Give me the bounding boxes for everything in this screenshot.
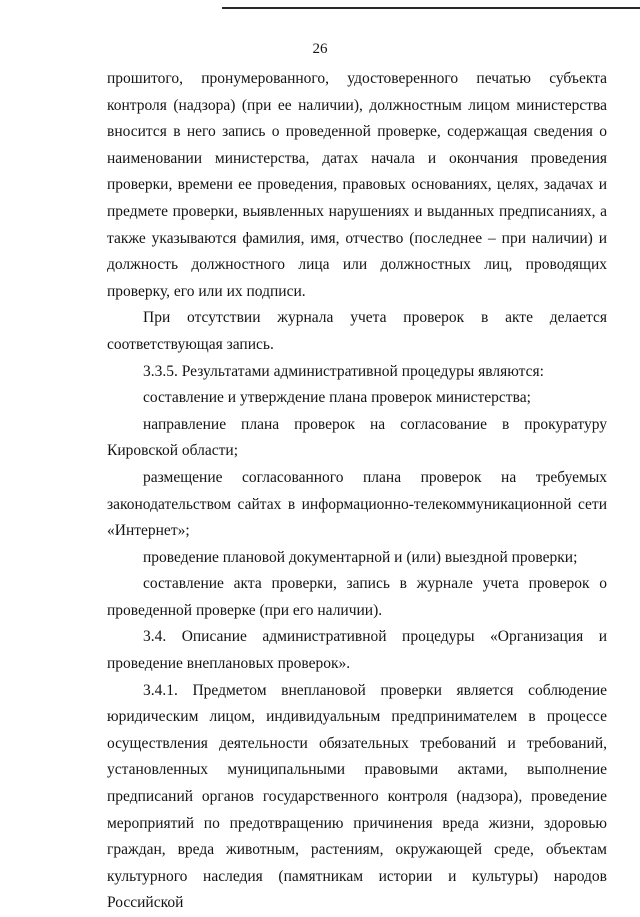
paragraph-3-4-1: 3.4.1. Предметом внеплановой проверки является соблюдение юридическим лицом, индивидуальным предпринимателем в процессе осуществления деятельности обязательных требований и требований, установленных муниципальными правовыми актами, выполнение предписаний органов государственного контроля (надзора), проведение мероприятий по предотвращению причинения вреда жизни, здоровью граждан, вреда животным, растениям, окружающей среде, объектам культурного наследия (памятникам истории и культуры) народов Российской	[107, 681, 607, 912]
page-number: 26	[312, 41, 328, 57]
paragraph-3-3-5-heading: 3.3.5. Результатами административной процедуры являются:	[143, 362, 544, 380]
list-item-internet-publication: размещение согласованного плана проверок на требуемых законодательством сайтах в информационно-телекоммуникационной сети «Интернет»;	[107, 468, 607, 540]
paragraph-journal-entry: прошитого, пронумерованного, удостоверенного печатью субъекта контроля (надзора) (при ее наличии), должностным лицом министерства вносится в него запись о проведенной проверке, содержащая сведения о наименовании министерства, датах начала и окончания проведения проверки, времени ее проведения, правовых основаниях, целях, задачах и предмете проверки, выявленных нарушениях и выданных предписаниях, а также указываются фамилия, имя, отчество (последнее – при наличии) и должность должностного лица или должностных лиц, проводящих проверку, его или их подписи.	[107, 70, 607, 300]
list-item-inspection-act: составление акта проверки, запись в журнале учета проверок о проведенной проверке (при его наличии).	[107, 575, 607, 619]
list-item-prosecutor-approval: направление плана проверок на согласование в прокуратуру Кировской области;	[107, 415, 607, 460]
section-3-4-heading: 3.4. Описание административной процедуры «Организация и проведение внеплановых проверок».	[107, 628, 607, 673]
document-body	[107, 66, 607, 917]
top-edge-rule	[222, 7, 640, 9]
list-item-plan-approval: составление и утверждение плана проверок министерства;	[143, 389, 531, 407]
list-item-inspection-conduct: проведение плановой документарной и (или) выездной проверки;	[143, 548, 578, 566]
paragraph-no-journal: При отсутствии журнала учета проверок в акте делается соответствующая запись.	[107, 309, 607, 353]
